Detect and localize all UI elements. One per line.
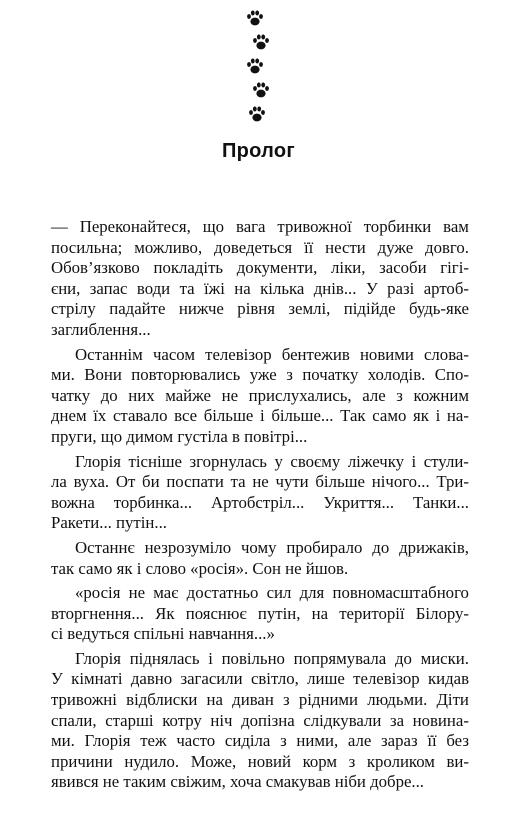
paragraph: [51, 649, 469, 793]
text-line: спали, старші котру ніч допізна слідкували за новина-: [51, 710, 469, 730]
text-line: стрілу падайте нижче рівня землі, підійде будь-яке: [51, 299, 469, 319]
paw-print-icon: [245, 8, 265, 28]
text-line: тривожні відблиски на диван з рідними людьми. Діти: [51, 690, 469, 710]
text-line: вторгнення... Як пояснює путін, на території Білору-: [51, 603, 469, 623]
text-line: Обов’язково покладіть документи, ліки, засоби гігі-: [51, 258, 469, 278]
text-line: явився не таким свіжим, хоча смакував ніби добре...: [51, 772, 425, 792]
text-line: так само як і слово «росія». Сон не йшов.: [51, 558, 349, 578]
paragraph: [51, 583, 469, 645]
text-line: ми. Глорія теж часто сиділа з ними, але зараз її без: [51, 731, 469, 751]
paw-print-icon: [247, 104, 267, 124]
text-line: пруги, що димом густіла в повітрі...: [51, 426, 308, 446]
paragraph: [51, 345, 469, 448]
text-line: У кімнаті давно загасили світло, лише телевізор кидав: [51, 669, 469, 689]
paragraph: [51, 452, 469, 534]
text-line: «росія не має достатньо сил для повномасштабного: [75, 583, 469, 603]
paw-print-icon: [251, 80, 271, 100]
text-line: вожна торбинка... Артобстріл... Укриття... Танки...: [51, 492, 469, 512]
paragraph: [51, 538, 469, 579]
text-line: єни, запас води та їжі на кілька днів... У разі артоб-: [51, 278, 469, 298]
text-line: сі ведуться спільні навчання...»: [51, 624, 275, 644]
paw-print-ornament: [245, 8, 275, 138]
text-line: посильна; можливо, доведеться її нести дуже довго.: [51, 237, 469, 257]
text-line: Глорія піднялась і повільно попрямувала до миски.: [75, 648, 469, 668]
text-line: — Переконайтеся, що вага тривожної торбинки вам: [51, 217, 469, 236]
chapter-body: [51, 217, 469, 793]
paw-print-icon: [245, 56, 265, 76]
text-line: причини нудило. Може, новий корм з кроликом ви-: [51, 751, 469, 771]
text-line: днем їх ставало все більше і більше... Так само як і на-: [51, 406, 469, 426]
paragraph: [51, 217, 469, 341]
paw-print-icon: [251, 32, 271, 52]
text-line: Ракети... путін...: [51, 513, 167, 533]
text-line: Останнім часом телевізор бентежив новими слова-: [75, 344, 469, 364]
text-line: Останнє незрозуміло чому пробирало до дрижаків,: [75, 537, 469, 557]
text-line: чатку до них майже не прислухались, але з кожним: [51, 385, 469, 405]
text-line: заглиблення...: [51, 319, 151, 339]
text-line: ла вуха. От би поспати та не чути більше нічого... Три-: [51, 472, 469, 492]
chapter-title: Пролог: [221, 140, 296, 162]
text-line: Глорія тісніше згорнулась у своєму ліжечку і стули-: [75, 451, 469, 471]
text-line: ми. Вони повторювались уже з початку холодів. Спо-: [51, 365, 469, 385]
